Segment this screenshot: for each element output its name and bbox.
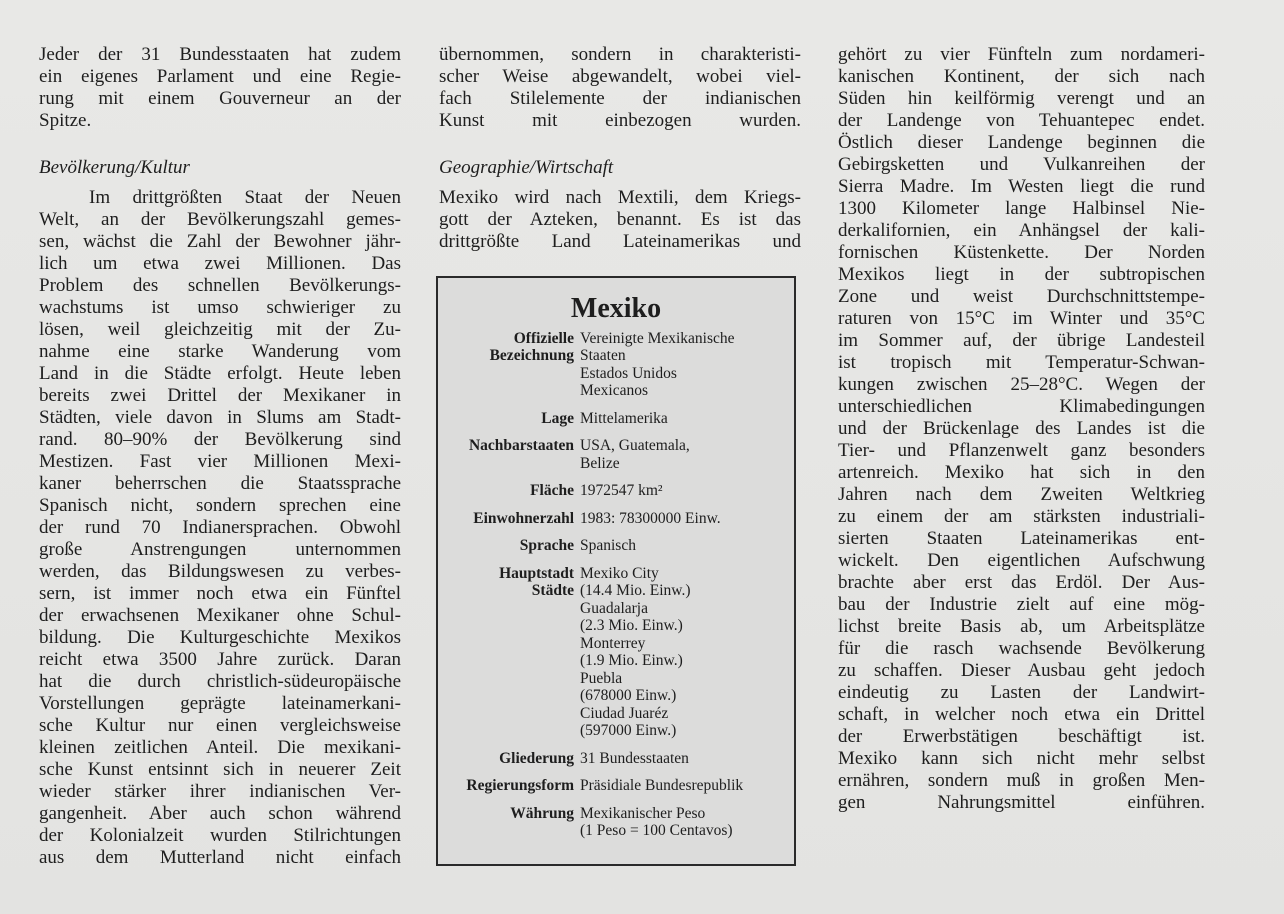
fact-box-title: Mexiko <box>570 293 662 324</box>
text-line: Mexiko kann sich nicht mehr selbst <box>838 748 1205 769</box>
text-line: lösen, weil gleichzeitig mit der Zu- <box>39 319 401 340</box>
text-line: sche Kunst entsinnt sich in neuerer Zeit <box>39 759 401 780</box>
text-line: bau der Industrie zielt auf eine mög- <box>838 594 1205 615</box>
paragraph-art <box>439 44 801 132</box>
column-2 <box>439 44 801 253</box>
text-line: reicht etwa 3500 Jahre zurück. Daran <box>39 649 401 670</box>
fact-label: Offizielle Bezeichnung <box>489 329 574 364</box>
fact-value: 1972547 km² <box>580 482 663 499</box>
text-line: Im drittgrößten Staat der Neuen <box>89 187 401 208</box>
text-line: Kunst mit einbezogen wurden. <box>439 110 801 131</box>
fact-row <box>438 805 794 840</box>
text-line: Jahren nach dem Zweiten Weltkrieg <box>838 484 1205 505</box>
text-line: fornischen Küstenkette. Der Norden <box>838 242 1205 263</box>
text-line: rung mit einem Gouverneur an der <box>39 88 401 109</box>
text-line: sern, ist immer noch etwa ein Fünftel <box>39 583 401 604</box>
text-line: Sierra Madre. Im Westen liegt die rund <box>838 176 1205 197</box>
text-line: gehört zu vier Fünfteln zum nordameri- <box>838 44 1205 65</box>
text-line: der Kolonialzeit wurden Stilrichtungen <box>39 825 401 846</box>
text-line: brachte aber erst das Erdöl. Der Aus- <box>838 572 1205 593</box>
text-line: kleinen zeitlichen Anteil. Die mexikani- <box>39 737 401 758</box>
text-line: ist tropisch mit Temperatur-Schwan- <box>838 352 1205 373</box>
text-line: 1300 Kilometer lange Halbinsel Nie- <box>838 198 1205 219</box>
text-line: Spanisch nicht, sondern sprechen eine <box>39 495 401 516</box>
fact-label: Hauptstadt Städte <box>499 564 574 599</box>
text-line: Land in die Städte erfolgt. Heute leben <box>39 363 401 384</box>
text-line: bereits zwei Drittel der Mexikaner in <box>39 385 401 406</box>
fact-label: Währung <box>510 804 574 822</box>
fact-row <box>438 482 794 500</box>
text-line: große Anstrengungen unternommen <box>39 539 401 560</box>
fact-row <box>438 537 794 555</box>
fact-label: Nachbarstaaten <box>468 437 574 454</box>
fact-label: Sprache <box>519 537 574 554</box>
section-heading-population-culture: Bevölkerung/Kultur <box>39 157 190 178</box>
fact-row <box>438 510 794 528</box>
paragraph-population <box>39 187 401 869</box>
paragraph-geography <box>439 187 801 253</box>
text-line: sierten Staaten Lateinamerikas ent- <box>838 528 1205 549</box>
text-line: Problem des schnellen Bevölkerungs- <box>39 275 401 296</box>
fact-label: Gliederung <box>499 749 574 767</box>
text-line: wachstums ist umso schwieriger zu <box>39 297 401 318</box>
text-line: gott der Azteken, benannt. Es ist das <box>439 209 801 230</box>
paragraph-intro <box>39 44 401 132</box>
text-line: sen, wächst die Zahl der Bewohner jähr- <box>39 231 401 252</box>
fact-value: Mexiko City (14.4 Mio. Einw.) Guadalarja (2.3 Mio. Einw.) Monterrey (1.9 Mio. Einw.) Puebla (678000 Einw.) Ciudad Juaréz (597000 Einw.) <box>580 564 691 739</box>
text-line: wieder stärker ihrer indianischen Ver- <box>39 781 401 802</box>
text-line: bildung. Die Kulturgeschichte Mexikos <box>39 627 401 648</box>
text-line: ernähren, sondern muß in großen Men- <box>838 770 1205 791</box>
text-line: kaner beherrschen die Staatssprache <box>39 473 401 494</box>
fact-list <box>438 330 794 840</box>
text-line: im Sommer auf, der übrige Landesteil <box>838 330 1205 351</box>
fact-row <box>438 565 794 740</box>
fact-row <box>438 410 794 428</box>
text-line: kanischen Kontinent, der sich nach <box>838 66 1205 87</box>
paragraph-geography-continued <box>838 44 1205 814</box>
text-line: derkalifornien, ein Anhängsel der kali- <box>838 220 1205 241</box>
text-line: lichst breite Basis ab, um Arbeitsplätze <box>838 616 1205 637</box>
text-line: wickelt. Den eigentlichen Aufschwung <box>838 550 1205 571</box>
text-line: hat die durch christlich-südeuropäische <box>39 671 401 692</box>
fact-value: Spanisch <box>580 537 636 554</box>
text-line: Mexikos liegt in der subtropischen <box>838 264 1205 285</box>
text-line: für die rasch wachsende Bevölkerung <box>838 638 1205 659</box>
text-line: Welt, an der Bevölkerungszahl gemes- <box>39 209 401 230</box>
text-line: unterschiedlichen Klimabedingungen <box>838 396 1205 417</box>
fact-label: Regierungsform <box>466 777 574 794</box>
text-line: nahme eine starke Wanderung vom <box>39 341 401 362</box>
text-line: drittgrößte Land Lateinamerikas und <box>439 231 801 252</box>
text-line: fach Stilelemente der indianischen <box>439 88 801 109</box>
fact-row <box>438 750 794 768</box>
text-line: artenreich. Mexiko hat sich in den <box>838 462 1205 483</box>
text-line: aus dem Mutterland nicht einfach <box>39 847 401 868</box>
column-3 <box>838 44 1205 814</box>
text-line: schaft, in welcher noch etwa ein Drittel <box>838 704 1205 725</box>
text-line: ein eigenes Parlament und eine Regie- <box>39 66 401 87</box>
text-line: der Erwerbstätigen beschäftigt ist. <box>838 726 1205 747</box>
text-line: Süden hin keilförmig verengt und an <box>838 88 1205 109</box>
text-line: Gebirgsketten und Vulkanreihen der <box>838 154 1205 175</box>
text-line: der rund 70 Indianersprachen. Obwohl <box>39 517 401 538</box>
text-line: zu schaffen. Dieser Ausbau geht jedoch <box>838 660 1205 681</box>
text-line: Mestizen. Fast vier Millionen Mexi- <box>39 451 401 472</box>
text-line: scher Weise abgewandelt, wobei viel- <box>439 66 801 87</box>
fact-value: 1983: 78300000 Einw. <box>580 509 721 527</box>
fact-row <box>438 330 794 400</box>
text-line: Mexiko wird nach Mextili, dem Kriegs- <box>439 187 801 208</box>
text-line: Jeder der 31 Bundesstaaten hat zudem <box>39 44 401 65</box>
section-heading-geography-economy: Geographie/Wirtschaft <box>439 157 614 178</box>
text-line: sche Kultur nur einen vergleichsweise <box>39 715 401 736</box>
fact-value: Vereinigte Mexikanische Staaten Estados Unidos Mexicanos <box>580 329 735 399</box>
fact-label: Lage <box>541 409 574 427</box>
text-line: Zone und weist Durchschnittstempe- <box>838 286 1205 307</box>
fact-row <box>438 437 794 472</box>
text-line: kungen zwischen 25–28°C. Wegen der <box>838 374 1205 395</box>
text-line: Tier- und Pflanzenwelt ganz besonders <box>838 440 1205 461</box>
fact-value: Mexikanischer Peso (1 Peso = 100 Centavos) <box>580 804 733 839</box>
text-line: Vorstellungen geprägte lateinamerkani- <box>39 693 401 714</box>
text-line: lich um etwa zwei Millionen. Das <box>39 253 401 274</box>
text-line: der Landenge von Tehuantepec endet. <box>838 110 1205 131</box>
text-line: gangenheit. Aber auch schon während <box>39 803 401 824</box>
fact-value: Mittelamerika <box>580 409 668 427</box>
text-line: der erwachsenen Mexikaner ohne Schul- <box>39 605 401 626</box>
text-line: eindeutig zu Lasten der Landwirt- <box>838 682 1205 703</box>
text-line: Städten, viele davon in Slums am Stadt- <box>39 407 401 428</box>
text-line: Östlich dieser Landenge beginnen die <box>838 132 1205 153</box>
fact-value: USA, Guatemala, Belize <box>580 437 690 472</box>
fact-label: Einwohnerzahl <box>473 509 574 527</box>
fact-value: Präsidiale Bundesrepublik <box>580 777 744 794</box>
fact-value: 31 Bundesstaaten <box>580 749 689 767</box>
text-line: und der Brückenlage des Landes ist die <box>838 418 1205 439</box>
text-line: gen Nahrungsmittel einführen. <box>838 792 1205 813</box>
text-line: Spitze. <box>39 110 92 131</box>
text-line: werden, das Bildungswesen zu verbes- <box>39 561 401 582</box>
text-line: raturen von 15°C im Winter und 35°C <box>838 308 1205 329</box>
column-1 <box>39 44 401 869</box>
fact-label: Fläche <box>530 482 574 499</box>
fact-row <box>438 777 794 795</box>
text-line: rand. 80–90% der Bevölkerung sind <box>39 429 401 450</box>
country-fact-box <box>436 276 796 866</box>
text-line: zu einem der am stärksten industriali- <box>838 506 1205 527</box>
text-line: übernommen, sondern in charakteristi- <box>439 44 801 65</box>
